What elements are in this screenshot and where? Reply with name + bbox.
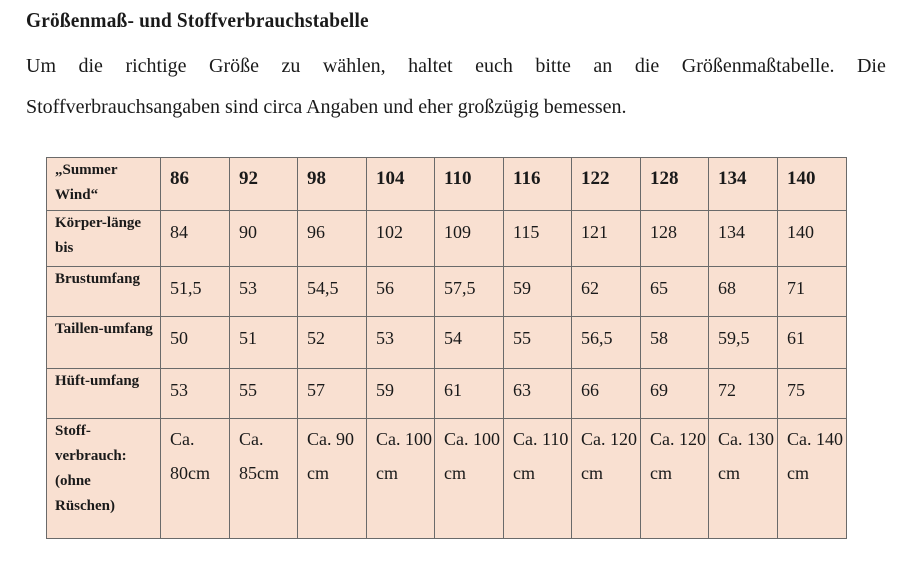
intro-word: richtige	[125, 55, 187, 77]
table-cell	[572, 419, 641, 539]
table-cell: 115	[504, 211, 572, 267]
row-label: Körper-länge bis	[47, 211, 161, 267]
fabric-amount: Ca. 80cm	[170, 429, 210, 483]
intro-word: euch	[475, 55, 513, 77]
table-cell: 59	[504, 267, 572, 317]
size-header-cell: 140	[778, 158, 847, 211]
fabric-row-label: Stoff-verbrauch: (ohne Rüschen)	[55, 423, 127, 514]
row-label: Taillen-umfang	[47, 317, 161, 369]
fabric-amount: Ca. 140 cm	[787, 429, 843, 483]
table-cell: 65	[641, 267, 709, 317]
table-cell: 84	[161, 211, 230, 267]
size-header-cell: 104	[367, 158, 435, 211]
intro-word: Größe	[209, 55, 260, 77]
table-cell: 53	[161, 369, 230, 419]
table-cell: 109	[435, 211, 504, 267]
table-cell: 53	[367, 317, 435, 369]
table-cell: 56,5	[572, 317, 641, 369]
table-row	[47, 317, 847, 369]
table-cell: 51	[230, 317, 298, 369]
table-cell	[230, 419, 298, 539]
table-row	[47, 211, 847, 267]
table-cell: 53	[230, 267, 298, 317]
table-cell: 140	[778, 211, 847, 267]
table-cell: 134	[709, 211, 778, 267]
intro-word: an	[593, 55, 613, 77]
table-cell: 62	[572, 267, 641, 317]
table-header-row	[47, 158, 847, 211]
row-label: Brustumfang	[47, 267, 161, 317]
intro-line-2: Stoffverbrauchsangaben sind circa Angaben und eher großzügig bemessen.	[26, 96, 627, 118]
table-cell	[367, 419, 435, 539]
table-cell: 54,5	[298, 267, 367, 317]
table-cell	[161, 419, 230, 539]
table-cell: 66	[572, 369, 641, 419]
intro-word: die	[634, 55, 660, 77]
intro-word: Die	[856, 55, 886, 77]
table-row-fabric	[47, 419, 847, 539]
intro-paragraph	[26, 46, 886, 128]
table-cell: 51,5	[161, 267, 230, 317]
intro-word: haltet	[408, 55, 453, 77]
table-cell: 61	[435, 369, 504, 419]
intro-word: Um	[26, 55, 56, 77]
table-cell: 52	[298, 317, 367, 369]
table-row	[47, 369, 847, 419]
table-cell: 75	[778, 369, 847, 419]
size-header-cell: 122	[572, 158, 641, 211]
table-cell: 96	[298, 211, 367, 267]
table-cell: 58	[641, 317, 709, 369]
size-header-cell: 98	[298, 158, 367, 211]
table-cell: 57,5	[435, 267, 504, 317]
table-cell: 54	[435, 317, 504, 369]
table-row	[47, 267, 847, 317]
table-cell: 63	[504, 369, 572, 419]
table-cell	[435, 419, 504, 539]
page-title: Größenmaß- und Stoffverbrauchstabelle	[26, 8, 369, 32]
intro-word: zu	[281, 55, 301, 77]
table-cell: 71	[778, 267, 847, 317]
table-cell: 59	[367, 369, 435, 419]
intro-word: bitte	[535, 55, 571, 77]
table-cell: 69	[641, 369, 709, 419]
table-cell: 72	[709, 369, 778, 419]
table-cell	[778, 419, 847, 539]
size-header-cell: 92	[230, 158, 298, 211]
fabric-amount: Ca. 120 cm	[650, 429, 706, 483]
table-cell: 90	[230, 211, 298, 267]
row-label: Hüft-umfang	[47, 369, 161, 419]
size-header-cell: 86	[161, 158, 230, 211]
table-cell: 55	[504, 317, 572, 369]
size-chart-table	[46, 157, 847, 539]
table-cell: 102	[367, 211, 435, 267]
table-cell	[641, 419, 709, 539]
size-header-cell: 128	[641, 158, 709, 211]
table-cell: 61	[778, 317, 847, 369]
fabric-amount: Ca. 120 cm	[581, 429, 637, 483]
table-cell: 50	[161, 317, 230, 369]
fabric-amount: Ca. 110 cm	[513, 429, 569, 483]
fabric-amount: Ca. 100 cm	[376, 429, 432, 483]
row-label	[47, 419, 161, 539]
table-cell: 57	[298, 369, 367, 419]
table-cell	[298, 419, 367, 539]
table-cell	[504, 419, 572, 539]
size-header-cell: 134	[709, 158, 778, 211]
table-cell: 55	[230, 369, 298, 419]
table-cell: 59,5	[709, 317, 778, 369]
table-cell: 56	[367, 267, 435, 317]
size-header-cell: 116	[504, 158, 572, 211]
size-header-cell: 110	[435, 158, 504, 211]
intro-line-1	[26, 46, 886, 87]
table-cell: 128	[641, 211, 709, 267]
table-cell: 68	[709, 267, 778, 317]
fabric-amount: Ca. 100 cm	[444, 429, 500, 483]
intro-word: die	[78, 55, 103, 77]
row-label: „Summer Wind“	[47, 158, 161, 211]
intro-word: wählen,	[322, 55, 386, 77]
fabric-amount: Ca. 90 cm	[307, 429, 354, 483]
fabric-amount: Ca. 85cm	[239, 429, 279, 483]
table-cell: 121	[572, 211, 641, 267]
fabric-amount: Ca. 130 cm	[718, 429, 774, 483]
table-cell	[709, 419, 778, 539]
intro-word: Größenmaßtabelle.	[681, 55, 835, 77]
